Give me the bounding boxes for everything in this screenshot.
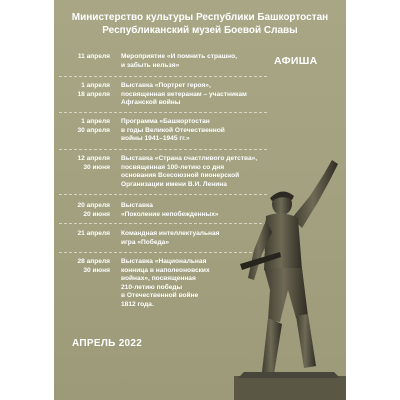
event-date-from: 21 апреля [77,230,110,237]
event-description-line: Выставка «Национальная [121,258,207,265]
event-description-line: войнах», посвященная [121,275,196,282]
afisha-badge: АФИША [274,55,318,67]
event-divider [59,76,267,77]
event-description-line: 1812 года. [121,300,154,308]
event-description-line: игра «Победа» [121,238,170,246]
event-date-from: 1 апреля [81,118,110,125]
event-description-line: Выставка «Портрет героя», [121,82,211,89]
event-date-range [54,155,110,172]
event-date-range [54,202,110,219]
event-description-line: основания Всесоюзной пионерской [121,172,240,179]
event-date-to: 18 апреля [77,90,110,98]
event-description-line: «Поколение непобежденных» [121,210,219,218]
event-date-to: 20 июня [83,210,110,218]
event-description [121,258,241,309]
event-date-to: 30 июня [83,163,110,171]
event-date-range [54,82,110,99]
soldier-monument-illustration [234,140,346,400]
event-date-from: 11 апреля [77,53,110,60]
event-description-line: Командная интеллектуальная [121,230,220,237]
event-description-line: Афганской войны [121,99,181,106]
ministry-title: Министерство культуры Республики Башкортостан [71,12,329,23]
event-description-line: Выставка [121,202,153,209]
event-description-line: посвященная ветеранам – участникам [121,90,247,98]
event-date-from: 1 апреля [81,82,110,89]
event-description-line: Выставка «Страна счастливого детства», [121,155,258,162]
event-date-from: 12 апреля [77,155,110,162]
event-description [121,53,281,70]
event-description-line: Программа «Башкортостан [121,118,210,125]
afisha-poster [54,0,346,400]
event-date-to: 30 июня [83,266,110,274]
museum-title: Республиканский музей Боевой Славы [102,25,298,36]
event-date-to: 30 апреля [77,126,110,134]
event-divider [59,112,267,113]
event-description-line: конница в наполеоновских [121,266,210,274]
event-date-from: 20 апреля [77,202,110,209]
event-description-line: и забыть нельзя» [121,61,180,69]
event-description-line: Организации имени В.И. Ленина [121,180,227,188]
event-date-range [54,258,110,275]
event-date-from: 28 апреля [77,258,110,265]
event-description-line: 210-летию победы [121,283,183,291]
event-description-line: войны 1941–1945 гг.» [121,135,190,142]
event-description-line: в годы Великой Отечественной [121,126,225,134]
event-date-range [54,118,110,135]
event-description-line: в Отечественной войне [121,292,199,299]
event-description [121,82,281,108]
month-year-footer: АПРЕЛЬ 2022 [72,338,143,349]
event-description-line: Мероприятие «И помнить страшно, [121,53,238,60]
event-description-line: посвященная 100-летию со дня [121,163,225,171]
